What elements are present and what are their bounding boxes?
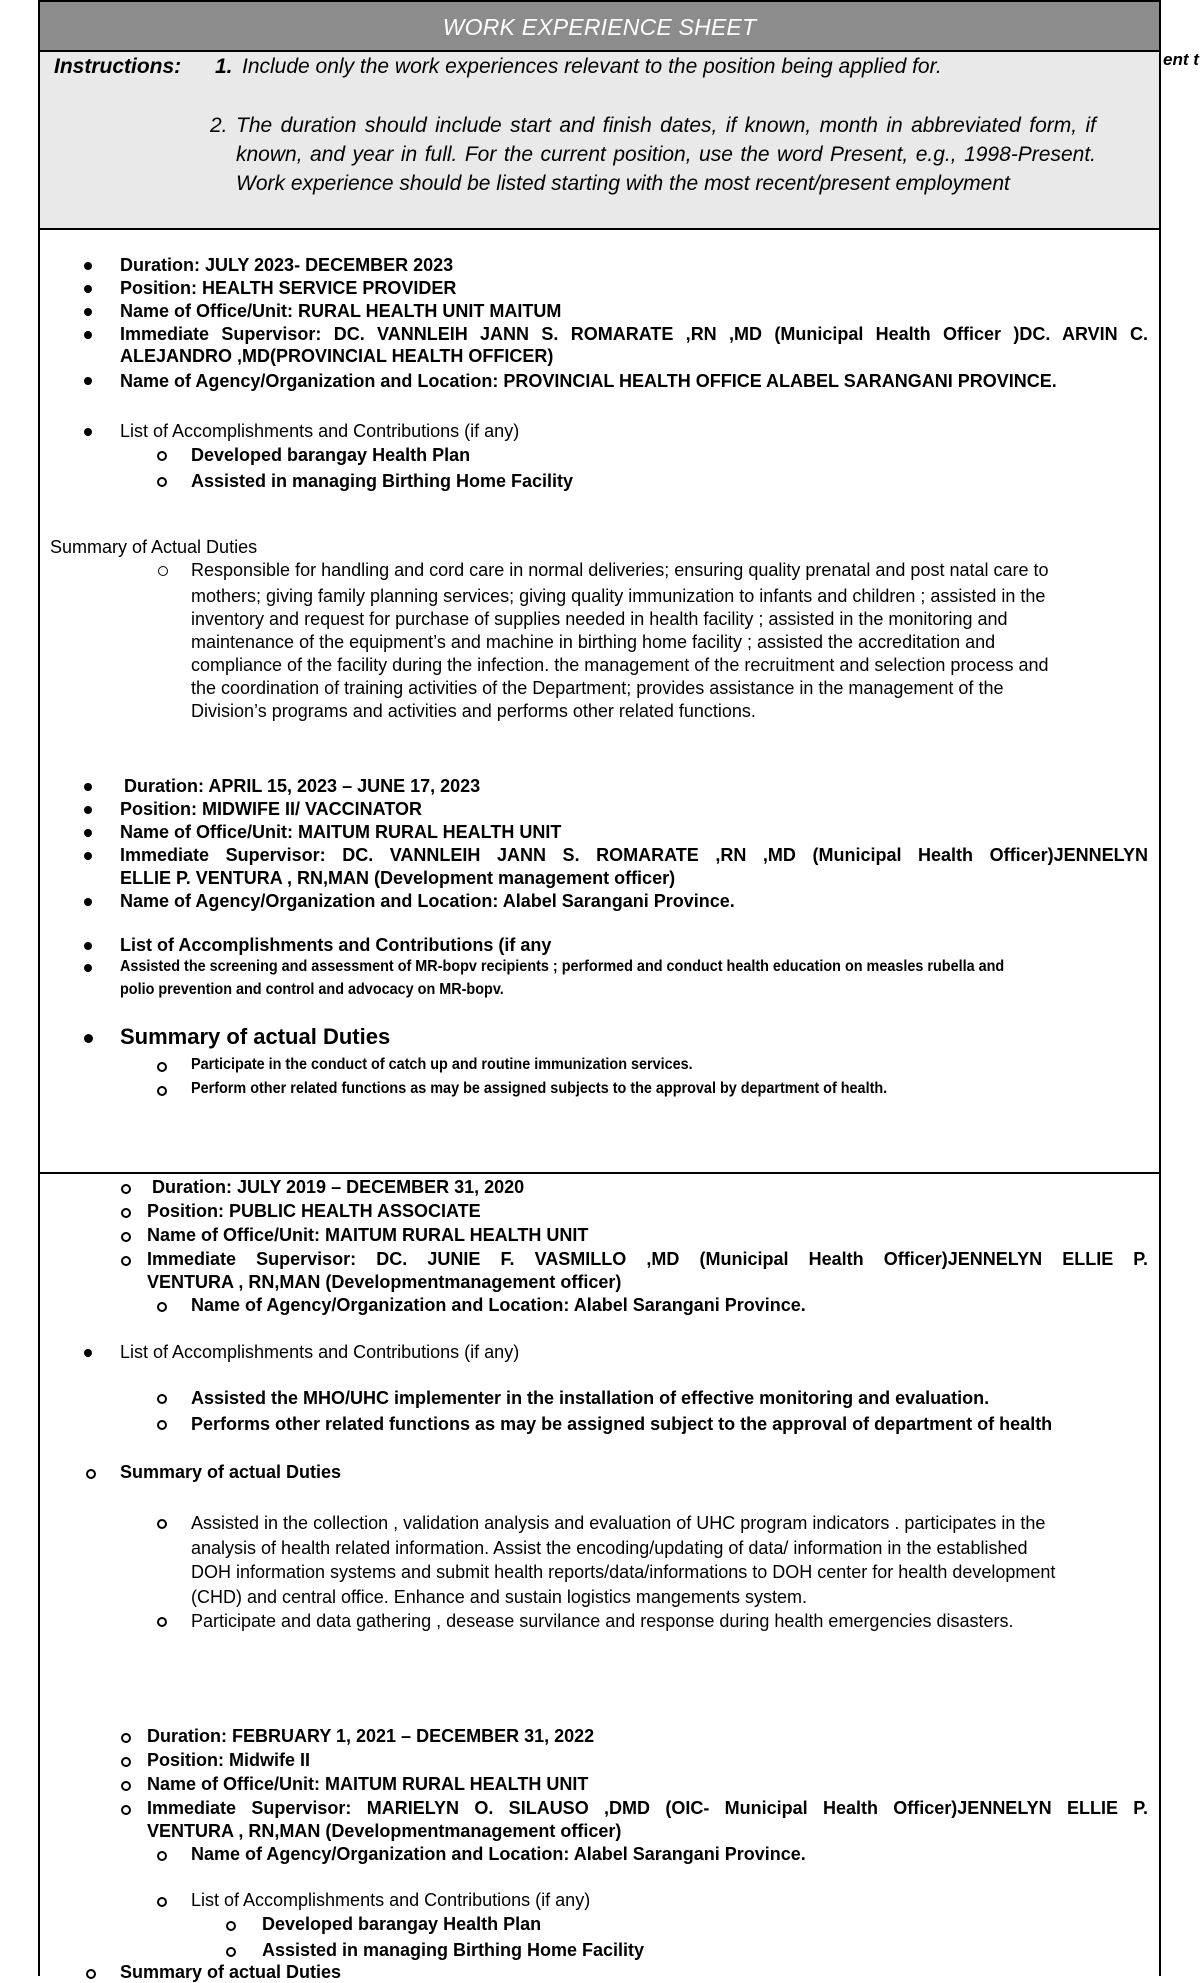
bullet-icon: [84, 262, 92, 270]
circle-bullet-icon: [86, 1969, 96, 1979]
entry1-summary-line-6: the coordination of training activities of the Department; provides assistance in the management of the: [191, 678, 1004, 698]
entry1-summary-line-3: inventory and request for purchase of supplies needed in health facility ; assisted in the monitoring and: [191, 609, 1008, 629]
entry1-office: Name of Office/Unit: RURAL HEALTH UNIT MAITUM: [120, 301, 562, 321]
circle-bullet-icon: [157, 1086, 167, 1096]
section-divider: [38, 1172, 1161, 1174]
entry3-supervisor-line2: VENTURA , RN,MAN (Developmentmanagement officer): [147, 1272, 622, 1292]
entry1-accomplishment-1: Developed barangay Health Plan: [191, 445, 471, 465]
circle-bullet-icon: [157, 1851, 167, 1861]
instruction-2-number: 2.: [210, 114, 228, 137]
entry1-summary-label: Summary of Actual Duties: [50, 537, 258, 557]
entry1-summary-line-5: compliance of the facility during the infection. the management of the recruitment and selection process and: [191, 655, 1049, 675]
circle-bullet-icon: [121, 1733, 131, 1743]
circle-bullet-icon: [121, 1208, 131, 1218]
circle-bullet-icon: [121, 1184, 131, 1194]
entry3-duration: Duration: JULY 2019 – DECEMBER 31, 2020: [152, 1177, 525, 1197]
instructions-label: Instructions:: [54, 55, 182, 78]
entry4-duration: Duration: FEBRUARY 1, 2021 – DECEMBER 31, 2022: [147, 1726, 595, 1746]
entry3-summary-line-3: DOH information systems and submit health reports/data/informations to DOH center for health development: [191, 1562, 1056, 1582]
entry4-office: Name of Office/Unit: MAITUM RURAL HEALTH UNIT: [147, 1774, 589, 1794]
entry1-supervisor-line1: Immediate Supervisor: DC. VANNLEIH JANN S. ROMARATE ,RN ,MD (Municipal Health Officer )DC. ARVIN C.: [120, 324, 1148, 344]
entry2-supervisor-line2: ELLIE P. VENTURA , RN,MAN (Development management officer): [120, 868, 676, 888]
instruction-1-number: 1.: [215, 55, 233, 78]
entry2-summary-item-2: Perform other related functions as may be assigned subjects to the approval by department of health.: [191, 1080, 888, 1097]
entry3-supervisor-line1: Immediate Supervisor: DC. JUNIE F. VASMILLO ,MD (Municipal Health Officer)JENNELYN ELLIE P.: [147, 1249, 1148, 1269]
entry3-accomplishment-2: Performs other related functions as may be assigned subject to the approval of department of health: [191, 1414, 1053, 1434]
entry4-accomplishment-1: Developed barangay Health Plan: [262, 1914, 542, 1934]
entry1-summary-line-1: Responsible for handling and cord care in normal deliveries; ensuring quality prenatal and post natal care to: [191, 560, 1049, 580]
circle-bullet-icon: [121, 1256, 131, 1266]
circle-bullet-icon: [157, 1617, 167, 1627]
entry1-accomplishments-label: List of Accomplishments and Contributions (if any): [120, 421, 520, 441]
instruction-1-text: Include only the work experiences relevant to the position being applied for.: [242, 55, 942, 78]
entry4-accomplishment-2: Assisted in managing Birthing Home Facility: [262, 1940, 645, 1960]
circle-bullet-icon: [157, 477, 167, 487]
bullet-icon: [84, 331, 92, 339]
entry1-duration: Duration: JULY 2023- DECEMBER 2023: [120, 255, 454, 275]
cut-off-text: ent t: [1163, 50, 1199, 69]
entry2-summary-item-1: Participate in the conduct of catch up and routine immunization services.: [191, 1056, 693, 1073]
circle-bullet-icon: [157, 1519, 167, 1529]
entry3-agency: Name of Agency/Organization and Location: Alabel Sarangani Province.: [191, 1295, 806, 1315]
entry3-summary-line-4: (CHD) and central office. Enhance and sustain logistics mangements system.: [191, 1587, 807, 1607]
circle-bullet-icon: [121, 1805, 131, 1815]
bullet-icon: [84, 1349, 92, 1357]
entry4-agency: Name of Agency/Organization and Location: Alabel Sarangani Province.: [191, 1844, 806, 1864]
entry2-office: Name of Office/Unit: MAITUM RURAL HEALTH UNIT: [120, 822, 562, 842]
bullet-icon: [84, 285, 92, 293]
entry3-summary-line-1: Assisted in the collection , validation analysis and evaluation of UHC program indicators . participates in the: [191, 1513, 1046, 1533]
bullet-icon: [84, 377, 92, 385]
circle-bullet-icon: [157, 451, 167, 461]
entry4-summary-label: Summary of actual Duties: [120, 1962, 342, 1982]
entry1-position: Position: HEALTH SERVICE PROVIDER: [120, 278, 457, 298]
entry1-agency: Name of Agency/Organization and Location: PROVINCIAL HEALTH OFFICE ALABEL SARANGANI PROVINCE.: [120, 371, 1057, 391]
entry1-summary-line-7: Division’s programs and activities and performs other related functions.: [191, 701, 756, 721]
circle-bullet-icon: [121, 1232, 131, 1242]
circle-bullet-icon: [157, 1394, 167, 1404]
bullet-icon: [84, 964, 92, 972]
entry2-accomplishment-line1: Assisted the screening and assessment of MR-bopv recipients ; performed and conduct health education on measles rubella and: [120, 958, 1005, 975]
circle-bullet-icon: [157, 1302, 167, 1312]
entry2-agency: Name of Agency/Organization and Location: Alabel Sarangani Province.: [120, 891, 735, 911]
entry1-summary-line-4: maintenance of the equipment’s and machine in birthing home facility ; assisted the accreditation and: [191, 632, 996, 652]
entry2-position: Position: MIDWIFE II/ VACCINATOR: [120, 799, 422, 819]
bullet-icon: [84, 898, 92, 906]
instruction-2-text: The duration should include start and finish dates, if known, month in abbreviated form, if known, and year in full. For the current position, use the word Present, e.g., 1998-Present. Work experience should be listed starting with the most recent/present employment: [236, 114, 1096, 195]
entry2-accomplishments-label: List of Accomplishments and Contributions (if any: [120, 935, 552, 955]
circle-bullet-icon: [157, 1062, 167, 1072]
entry2-supervisor-line1: Immediate Supervisor: DC. VANNLEIH JANN S. ROMARATE ,RN ,MD (Municipal Health Officer)JENNELYN: [120, 845, 1148, 865]
entry2-duration: Duration: APRIL 15, 2023 – JUNE 17, 2023: [124, 776, 481, 796]
entry4-position: Position: Midwife II: [147, 1750, 310, 1770]
circle-bullet-icon: [158, 566, 168, 576]
bullet-icon: [84, 783, 92, 791]
circle-bullet-icon: [226, 1921, 236, 1931]
circle-bullet-icon: [157, 1420, 167, 1430]
circle-bullet-icon: [86, 1469, 96, 1479]
entry1-summary-line-2: mothers; giving family planning services; giving quality immunization to infants and children ; assisted in the: [191, 586, 1046, 606]
entry3-accomplishment-1: Assisted the MHO/UHC implementer in the installation of effective monitoring and evaluation.: [191, 1388, 990, 1408]
entry2-summary-label: Summary of actual Duties: [120, 1024, 391, 1049]
circle-bullet-icon: [121, 1757, 131, 1767]
entry3-summary-line-2: analysis of health related information. Assist the encoding/updating of data/ information in the established: [191, 1538, 1028, 1558]
bullet-icon: [84, 308, 92, 316]
entry3-summary-label: Summary of actual Duties: [120, 1462, 342, 1482]
entry4-accomplishments-label: List of Accomplishments and Contributions (if any): [191, 1890, 591, 1910]
sheet-title: WORK EXPERIENCE SHEET: [38, 0, 1161, 52]
bullet-icon: [84, 1034, 93, 1043]
bullet-icon: [84, 942, 92, 950]
entry1-supervisor-line2: ALEJANDRO ,MD(PROVINCIAL HEALTH OFFICER): [120, 346, 554, 366]
bullet-icon: [84, 428, 92, 436]
entry3-summary-item-2: Participate and data gathering , desease survilance and response during health emergencies disasters.: [191, 1611, 1014, 1631]
bullet-icon: [84, 806, 92, 814]
entry2-accomplishment-line2: polio prevention and control and advocacy on MR-bopv.: [120, 981, 504, 998]
bullet-icon: [84, 852, 92, 860]
circle-bullet-icon: [121, 1781, 131, 1791]
entry4-supervisor-line2: VENTURA , RN,MAN (Developmentmanagement officer): [147, 1821, 622, 1841]
bullet-icon: [84, 829, 92, 837]
circle-bullet-icon: [226, 1947, 236, 1957]
entry3-accomplishments-label: List of Accomplishments and Contributions (if any): [120, 1342, 520, 1362]
entry3-position: Position: PUBLIC HEALTH ASSOCIATE: [147, 1201, 481, 1221]
entry4-supervisor-line1: Immediate Supervisor: MARIELYN O. SILAUSO ,DMD (OIC- Municipal Health Officer)JENNELYN ELLIE P.: [147, 1798, 1148, 1818]
entry3-office: Name of Office/Unit: MAITUM RURAL HEALTH UNIT: [147, 1225, 589, 1245]
circle-bullet-icon: [157, 1897, 167, 1907]
entry1-accomplishment-2: Assisted in managing Birthing Home Facility: [191, 471, 574, 491]
